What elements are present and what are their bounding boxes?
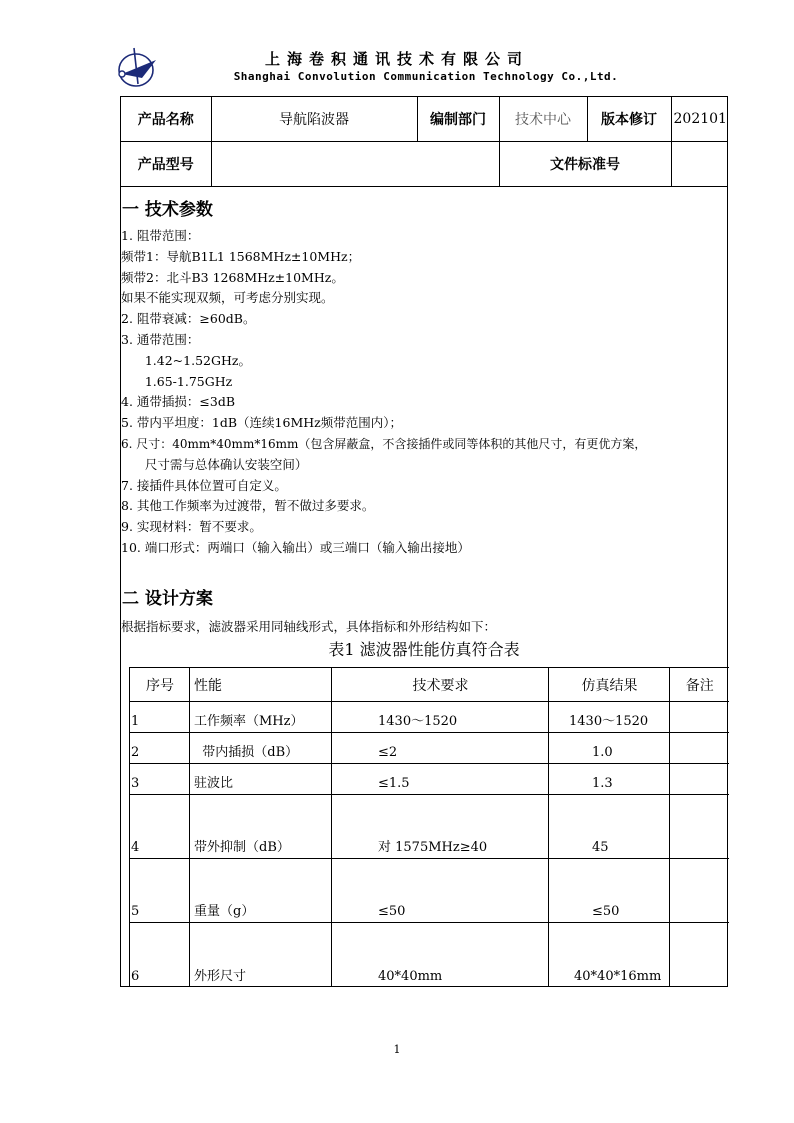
cell-requirement: ≤2 bbox=[332, 733, 549, 764]
section2-intro: 根据指标要求，滤波器采用同轴线形式，具体指标和外形结构如下： bbox=[121, 618, 497, 634]
col-header: 备注 bbox=[670, 668, 729, 702]
product-model-label: 产品型号 bbox=[121, 142, 211, 187]
cell-note bbox=[670, 764, 729, 795]
cell-requirement: ≤1.5 bbox=[332, 764, 549, 795]
performance-table bbox=[129, 667, 729, 987]
product-model-value bbox=[211, 142, 499, 187]
version-value: 202101 bbox=[671, 97, 727, 142]
cell-note bbox=[670, 923, 729, 987]
spec-line: 3. 通带范围： bbox=[121, 331, 200, 347]
spec-line: 7. 接插件具体位置可自定义。 bbox=[121, 477, 287, 493]
cell-requirement: 40*40mm bbox=[332, 923, 549, 987]
table-header-row bbox=[130, 668, 729, 702]
cell-result: 45 bbox=[549, 795, 670, 859]
col-header: 序号 bbox=[130, 668, 190, 702]
doc-number-value bbox=[671, 142, 727, 187]
spec-line: 1.42~1.52GHz。 bbox=[121, 352, 251, 368]
spec-list bbox=[121, 226, 727, 559]
product-name-label: 产品名称 bbox=[121, 97, 211, 142]
spec-line: 8. 其他工作频率为过渡带，暂不做过多要求。 bbox=[121, 498, 375, 514]
spec-line: 1. 阻带范围： bbox=[121, 228, 200, 243]
page-number: 1 bbox=[393, 1043, 401, 1056]
col-header: 仿真结果 bbox=[549, 668, 670, 702]
spec-line: 如果不能实现双频，可考虑分别实现。 bbox=[121, 290, 334, 306]
spec-line: 4. 通带插损：≤3dB bbox=[121, 394, 236, 410]
col-header: 技术要求 bbox=[332, 668, 549, 702]
section2-title: 二 设计方案 bbox=[122, 588, 213, 609]
section1-title: 一 技术参数 bbox=[122, 200, 213, 220]
dept-value: 技术中心 bbox=[499, 97, 587, 142]
table-row bbox=[130, 795, 729, 859]
content-area bbox=[121, 187, 727, 660]
company-name-cn: 上海卷积通讯技术有限公司 bbox=[264, 50, 529, 68]
cell-index: 6 bbox=[130, 923, 190, 987]
cell-performance: 驻波比 bbox=[190, 764, 332, 795]
cell-result: 40*40*16mm bbox=[549, 923, 670, 987]
dept-label: 编制部门 bbox=[417, 97, 499, 142]
header-table bbox=[121, 97, 727, 187]
cell-index: 1 bbox=[130, 702, 190, 733]
cell-requirement: 1430～1520 bbox=[332, 702, 549, 733]
cell-requirement: ≤50 bbox=[332, 859, 549, 923]
table-row bbox=[130, 733, 729, 764]
doc-number-label: 文件标准号 bbox=[499, 142, 671, 187]
cell-index: 5 bbox=[130, 859, 190, 923]
cell-performance: 重量（g） bbox=[190, 859, 332, 923]
spec-line: 5. 带内平坦度：1dB（连续16MHz频带范围内）； bbox=[121, 415, 402, 431]
cell-index: 4 bbox=[130, 795, 190, 859]
spec-line: 2. 阻带衰减：≥60dB。 bbox=[121, 311, 256, 327]
table-row bbox=[130, 702, 729, 733]
cell-result: 1.3 bbox=[549, 764, 670, 795]
spec-line: 10. 端口形式：两端口（输入输出）或三端口（输入输出接地） bbox=[121, 539, 470, 555]
cell-requirement: 对 1575MHz≥40 bbox=[332, 795, 549, 859]
spec-line: 6. 尺寸：40mm*40mm*16mm（包含屏蔽盒，不含接插件或同等体积的其他尺寸，有更优方案， bbox=[121, 436, 647, 451]
version-label: 版本修订 bbox=[587, 97, 671, 142]
document-frame bbox=[120, 96, 728, 987]
table-row bbox=[130, 859, 729, 923]
spec-line: 1.65-1.75GHz bbox=[121, 373, 233, 389]
cell-performance: 带外抑制（dB） bbox=[190, 795, 332, 859]
cell-performance: 工作频率（MHz） bbox=[190, 702, 332, 733]
cell-result: 1430～1520 bbox=[549, 702, 670, 733]
spec-line: 频带2：北斗B3 1268MHz±10MHz。 bbox=[121, 269, 344, 285]
spec-line: 频带1：导航B1L1 1568MHz±10MHz； bbox=[121, 248, 361, 264]
spec-line: 9. 实现材料：暂不要求。 bbox=[121, 519, 262, 535]
cell-note bbox=[670, 733, 729, 764]
cell-index: 3 bbox=[130, 764, 190, 795]
table-caption: 表1 滤波器性能仿真符合表 bbox=[328, 639, 520, 659]
cell-note bbox=[670, 702, 729, 733]
spec-line: 尺寸需与总体确认安装空间） bbox=[121, 456, 308, 472]
cell-result: ≤50 bbox=[549, 859, 670, 923]
cell-result: 1.0 bbox=[549, 733, 670, 764]
cell-note bbox=[670, 795, 729, 859]
cell-performance: 带内插损（dB） bbox=[190, 733, 332, 764]
cell-performance: 外形尺寸 bbox=[190, 923, 332, 987]
cell-index: 2 bbox=[130, 733, 190, 764]
table-row bbox=[130, 923, 729, 987]
table-row bbox=[130, 764, 729, 795]
product-name-value: 导航陷波器 bbox=[211, 97, 417, 142]
col-header: 性能 bbox=[190, 668, 332, 702]
company-name-en: Shanghai Convolution Communication Technology Co.,Ltd. bbox=[233, 70, 619, 83]
cell-note bbox=[670, 859, 729, 923]
